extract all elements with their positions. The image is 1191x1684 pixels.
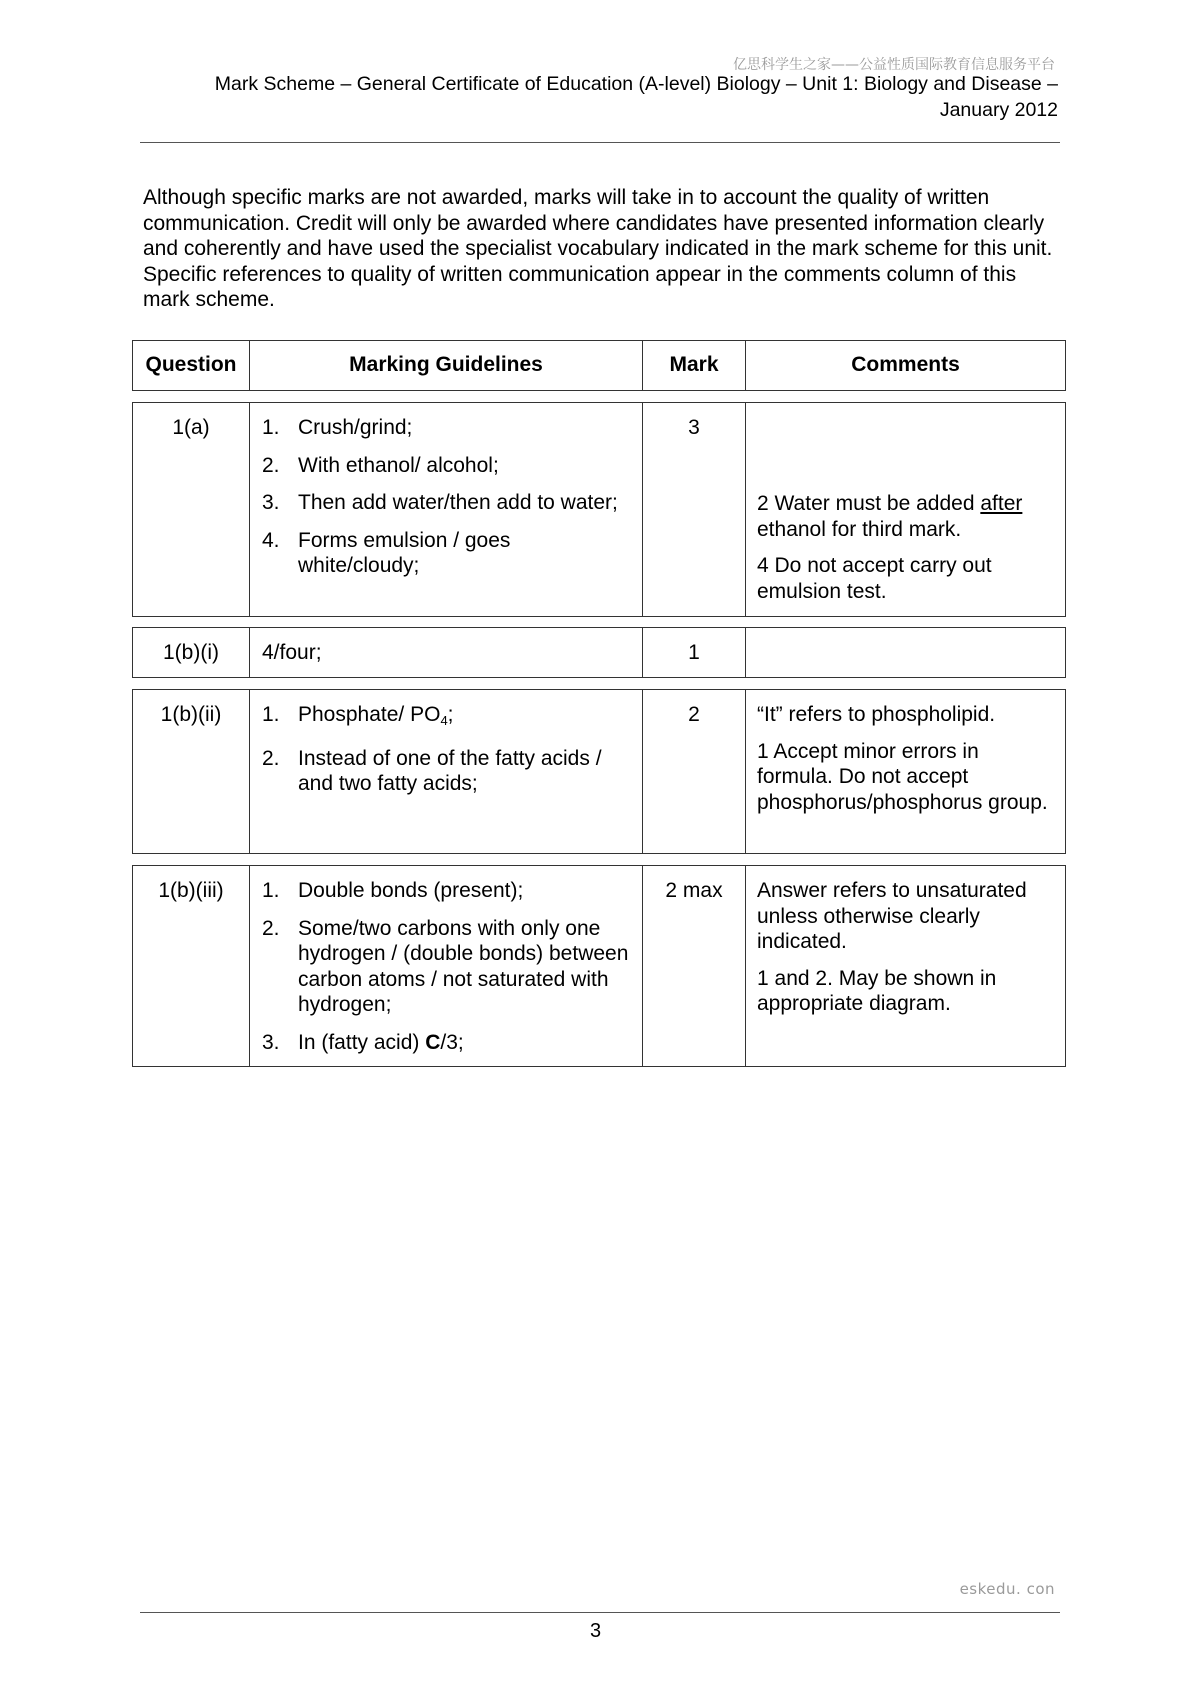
question-cell: 1(b)(iii) xyxy=(133,866,250,1066)
column-header-question: Question xyxy=(133,341,250,390)
table-header-row xyxy=(132,340,1066,391)
comment-text: 1 Accept minor errors in formula. Do not accept phosphorus/phosphorus group. xyxy=(757,739,1048,814)
column-header-marking-guidelines: Marking Guidelines xyxy=(250,341,643,390)
header-divider xyxy=(140,142,1060,143)
guideline-item: 1. Crush/grind; xyxy=(262,416,413,439)
guidelines-cell: 4/four; xyxy=(250,628,643,677)
mark-cell: 2 xyxy=(643,690,746,853)
comment-text: 1 and 2. May be shown in appropriate diagram. xyxy=(757,966,997,1015)
guideline-item: 2. Some/two carbons with only one hydrogen / (double bonds) between carbon atoms / not saturated with hydrogen; xyxy=(262,916,629,1016)
intro-paragraph: Although specific marks are not awarded, marks will take in to account the quality of written communication. Credit will only be awarded where candidates have presented information clearly and coherently and have used the specialist vocabulary indicated in the mark scheme for this unit. Specific references to quality of written communication appear in the comments column of this mark scheme. xyxy=(143,186,1053,311)
guideline-item: 3. In (fatty acid) C/3; xyxy=(262,1030,464,1054)
guidelines-cell xyxy=(250,866,643,1066)
header-title-line2: January 2012 xyxy=(939,99,1058,121)
table-row xyxy=(132,865,1066,1067)
comment-text: 2 Water must be added after ethanol for third mark. xyxy=(757,492,1023,541)
footer-divider xyxy=(140,1612,1060,1613)
guideline-item: 1. Phosphate/ $PO_4$; xyxy=(262,703,454,728)
header-watermark: 亿思科学生之家——公益性质国际教育信息服务平台 xyxy=(733,57,1055,73)
mark-cell: 3 xyxy=(643,403,746,616)
comments-cell xyxy=(746,690,1065,853)
header-title-line1: Mark Scheme – General Certificate of Education (A-level) Biology – Unit 1: Biology and Disease – xyxy=(214,73,1058,95)
table-row xyxy=(132,627,1066,678)
question-cell: 1(b)(ii) xyxy=(133,690,250,853)
comments-cell xyxy=(746,866,1065,1066)
guideline-item: 4. Forms emulsion / goes white/cloudy; xyxy=(262,528,511,577)
question-cell: 1(a) xyxy=(133,403,250,616)
comment-text: Answer refers to unsaturated unless otherwise clearly indicated. xyxy=(757,879,1027,953)
guideline-item: 2. With ethanol/ alcohol; xyxy=(262,453,499,477)
comments-cell xyxy=(746,628,1065,677)
guideline-item: 2. Instead of one of the fatty acids / and two fatty acids; xyxy=(262,746,602,795)
comment-text: “It” refers to phospholipid. xyxy=(757,703,996,726)
running-header xyxy=(138,71,1058,123)
comments-cell xyxy=(746,403,1065,616)
column-header-mark: Mark xyxy=(643,341,746,390)
page-number: 3 xyxy=(589,1620,602,1642)
footer-watermark: eskedu. con xyxy=(959,1580,1055,1598)
mark-cell: 1 xyxy=(643,628,746,677)
guidelines-cell xyxy=(250,690,643,853)
guideline-item: 1. Double bonds (present); xyxy=(262,879,524,902)
table-row xyxy=(132,689,1066,854)
guidelines-cell xyxy=(250,403,643,616)
question-cell: 1(b)(i) xyxy=(133,628,250,677)
guideline-item: 3. Then add water/then add to water; xyxy=(262,491,618,514)
table-row xyxy=(132,402,1066,617)
comment-text: 4 Do not accept carry out emulsion test. xyxy=(757,554,992,603)
column-header-comments: Comments xyxy=(851,353,960,376)
mark-cell: 2 max xyxy=(643,866,746,1066)
